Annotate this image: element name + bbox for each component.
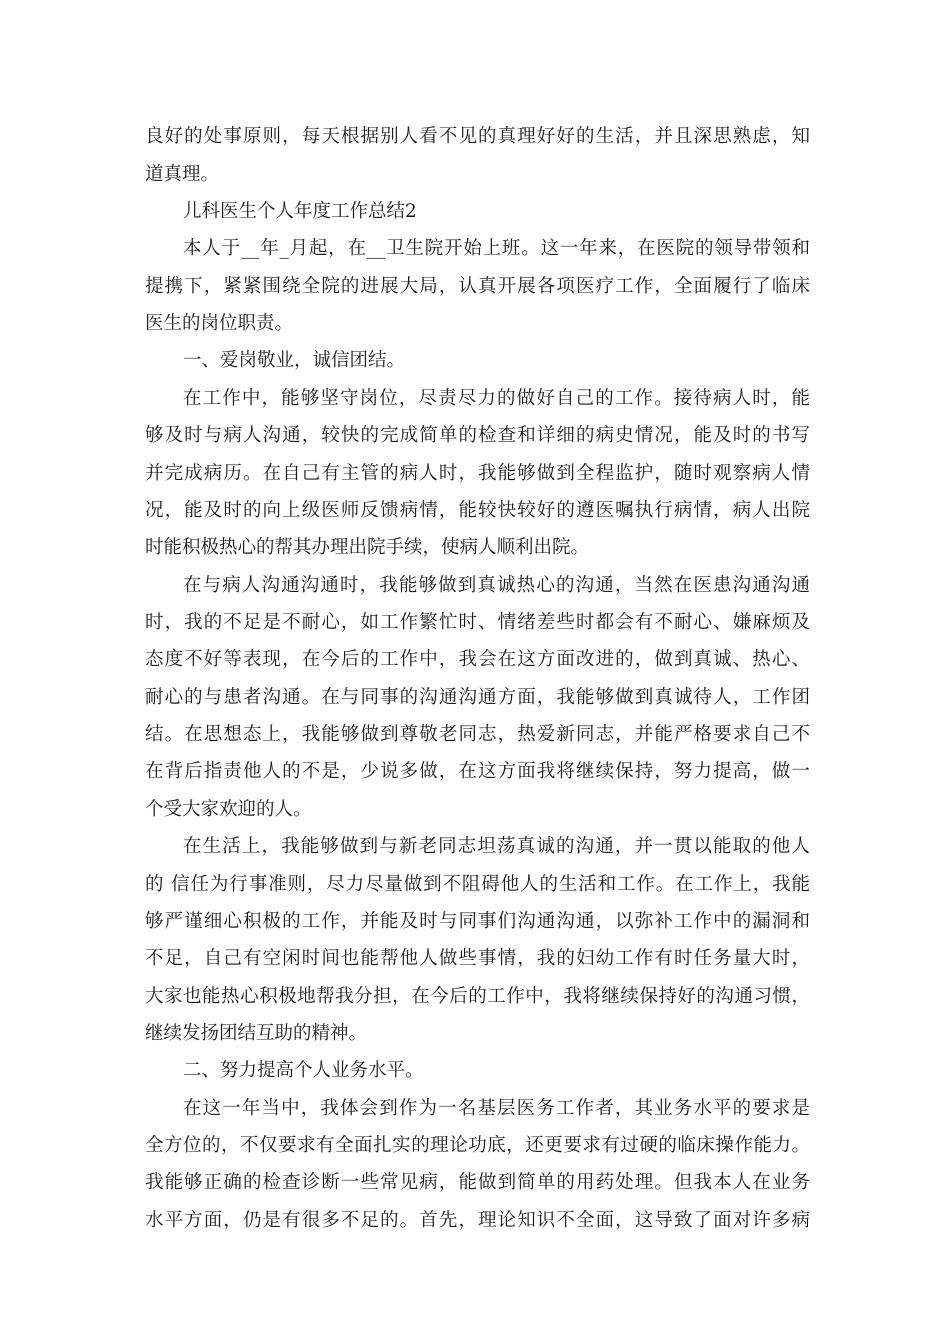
text-line: 本人于__年_月起，在__卫生院开始上班。这一年来，在医院的领导带领和: [183, 238, 810, 259]
text-line: 全方位的，不仅要求有全面扎实的理论功底，还更要求有过硬的临床操作能力。: [145, 1135, 810, 1156]
text-line: 耐心的与患者沟通。在与同事的沟通沟通方面，我能够做到真诚待人，工作团: [145, 687, 810, 708]
text-line: 况，能及时的向上级医师反馈病情，能较快较好的遵医嘱执行病情，病人出院: [145, 500, 810, 521]
text-line: 继续发扬团结互助的精神。: [145, 1023, 368, 1044]
text-line: 并完成病历。在自己有主管的病人时，我能够做到全程监护，随时观察病人情: [145, 463, 810, 484]
text-line: 个受大家欢迎的人。: [145, 799, 312, 820]
text-line: 大家也能热心积极地帮我分担，在今后的工作中，我将继续保持好的沟通习惯，: [145, 986, 810, 1007]
section-heading: 二、努力提高个人业务水平。: [183, 1060, 424, 1081]
text-line: 在这一年当中，我体会到作为一名基层医务工作者，其业务水平的要求是: [183, 1098, 810, 1119]
text-line: 态度不好等表现，在今后的工作中，我会在这方面改进的，做到真诚、热心、: [145, 649, 810, 670]
text-line: 不足，自己有空闲时间也能帮他人做些事情，我的妇幼工作有时任务量大时，: [145, 948, 810, 969]
text-line: 的 信任为行事准则，尽力尽量做到不阻碍他人的生活和工作。在工作上，我能: [145, 874, 810, 895]
text-line: 够严谨细心积极的工作，并能及时与同事们沟通沟通，以弥补工作中的漏洞和: [145, 911, 810, 932]
text-line: 在工作中，能够坚守岗位，尽责尽力的做好自己的工作。接待病人时，能: [183, 388, 810, 409]
text-line: 在生活上，我能够做到与新老同志坦荡真诚的沟通，并一贯以能取的他人: [183, 836, 810, 857]
text-line: 时，我的不足是不耐心，如工作繁忙时、情绪差些时都会有不耐心、嫌麻烦及: [145, 612, 810, 633]
text-line: 在与病人沟通沟通时，我能够做到真诚热心的沟通，当然在医患沟通沟通: [183, 575, 810, 596]
text-line: 提携下，紧紧围绕全院的进展大局，认真开展各项医疗工作，全面履行了临床: [145, 276, 810, 297]
text-line: 良好的处事原则，每天根据别人看不见的真理好好的生活，并且深思熟虑，知: [145, 126, 810, 147]
text-line: 我能够正确的检查诊断一些常见病，能做到简单的用药处理。但我本人在业务: [145, 1172, 810, 1193]
text-line: 时能积极热心的帮其办理出院手续，使病人顺利出院。: [145, 537, 590, 558]
section-heading: 一、爱岗敬业，诚信团结。: [183, 350, 406, 371]
text-line: 在背后指责他人的不是，少说多做，在这方面我将继续保持，努力提高，做一: [145, 761, 810, 782]
section-title: 儿科医生个人年度工作总结2: [183, 201, 417, 222]
text-line: 医生的岗位职责。: [145, 313, 294, 334]
text-line: 结。在思想态上，我能够做到尊敬老同志，热爱新同志，并能严格要求自己不: [145, 724, 810, 745]
text-line: 够及时与病人沟通，较快的完成简单的检查和详细的病史情况，能及时的书写: [145, 425, 810, 446]
text-line: 道真理。: [145, 164, 220, 185]
text-line: 水平方面，仍是有很多不足的。首先，理论知识不全面，这导致了面对许多病: [145, 1210, 810, 1231]
